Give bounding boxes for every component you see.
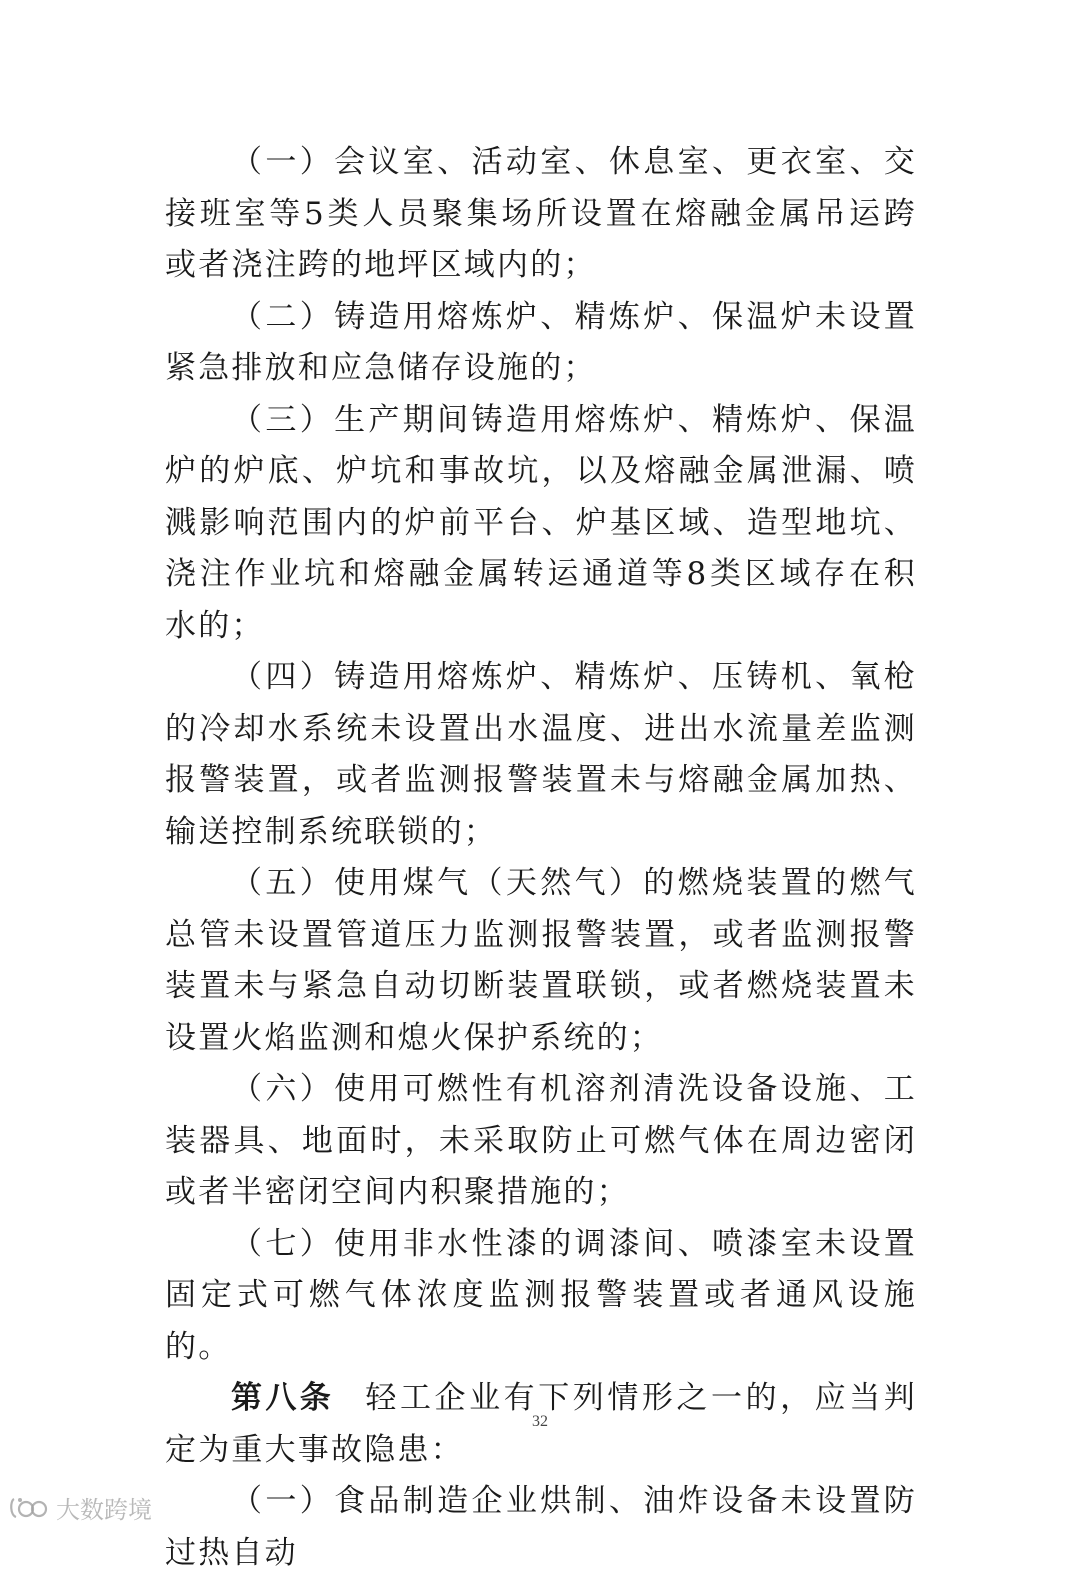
- paragraph-item-6: （六）使用可燃性有机溶剂清洗设备设施、工装器具、地面时，未采取防止可燃气体在周边密闭或者半密闭空间内积聚措施的；: [165, 1071, 917, 1210]
- paragraph-item-3: （三）生产期间铸造用熔炼炉、精炼炉、保温炉的炉底、炉坑和事故坑，以及熔融金属泄漏、喷溅影响范围内的炉前平台、炉基区域、造型地坑、浇注作业坑和熔融金属转运通道等8类区域存在积水的；: [165, 401, 917, 644]
- watermark: [8, 1490, 152, 1525]
- paragraph-item-5: （五）使用煤气（天然气）的燃烧装置的燃气总管未设置管道压力监测报警装置，或者监测报警装置未与紧急自动切断装置联锁，或者燃烧装置未设置火焰监测和熄火保护系统的；: [165, 865, 917, 1056]
- watermark-text: 大数跨境: [56, 1496, 152, 1524]
- paragraph-item-7: （七）使用非水性漆的调漆间、喷漆室未设置固定式可燃气体浓度监测报警装置或者通风设施的。: [165, 1225, 917, 1365]
- logo-icon: [8, 1495, 50, 1521]
- article-text: 轻工企业有下列情形之一的，应当判定为重大事故隐患：: [165, 1380, 918, 1468]
- paragraph-item-4: （四）铸造用熔炼炉、精炼炉、压铸机、氧枪的冷却水系统未设置出水温度、进出水流量差监测报警装置，或者监测报警装置未与熔融金属加热、输送控制系统联锁的；: [165, 659, 917, 850]
- page-number: 32: [532, 1413, 548, 1430]
- article-heading: 第八条: [231, 1380, 335, 1416]
- paragraph-item-2: （二）铸造用熔炼炉、精炼炉、保温炉未设置紧急排放和应急储存设施的；: [165, 298, 917, 386]
- paragraph-item-8: （一）食品制造企业烘制、油炸设备未设置防过热自动: [165, 1483, 917, 1571]
- document-body: [165, 137, 917, 1579]
- paragraph-item-1: （一）会议室、活动室、休息室、更衣室、交接班室等5类人员聚集场所设置在熔融金属吊运跨或者浇注跨的地坪区域内的；: [165, 144, 917, 283]
